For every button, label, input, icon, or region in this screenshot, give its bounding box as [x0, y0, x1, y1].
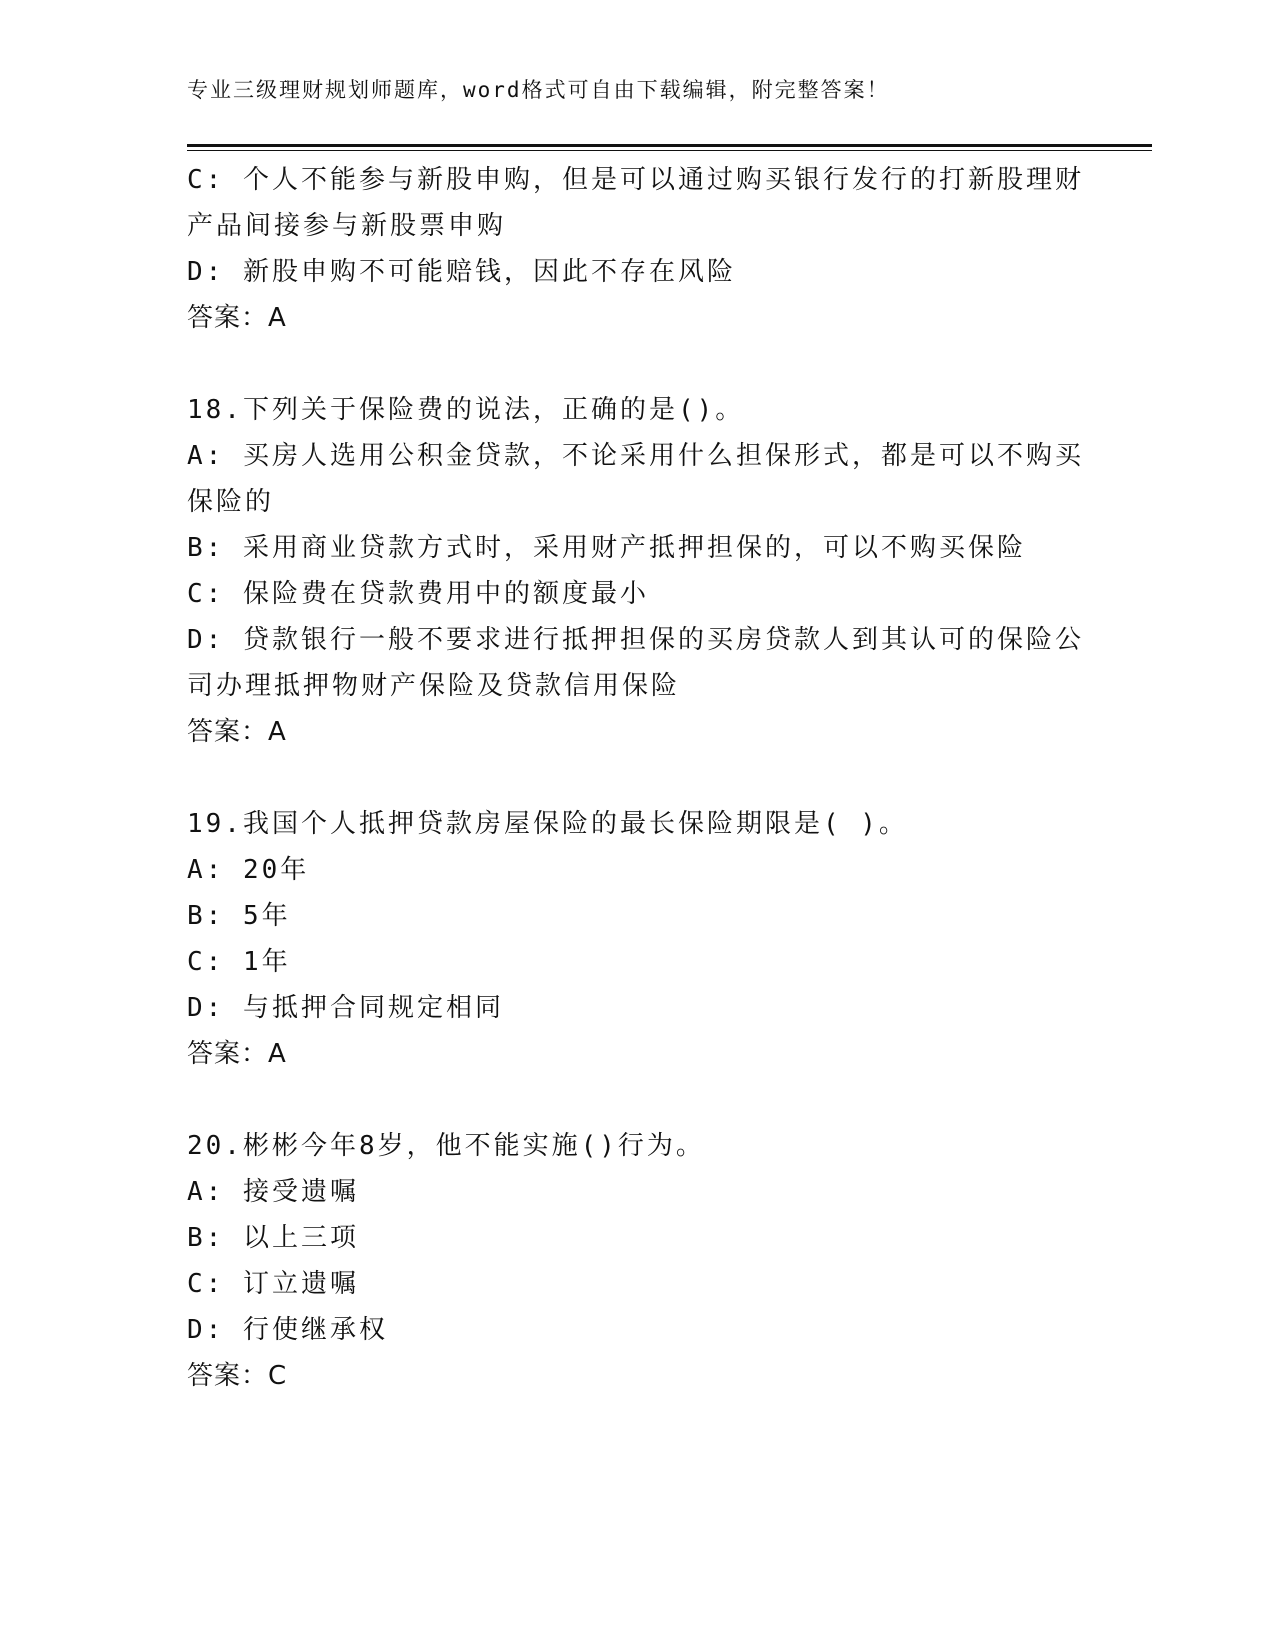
option-a: A: 接受遗嘱: [187, 1177, 359, 1207]
option-a: A: 买房人选用公积金贷款，不论采用什么担保形式，都是可以不购买: [187, 441, 1084, 471]
spacer: [187, 1077, 1087, 1123]
option-d: D: 贷款银行一般不要求进行抵押担保的买房贷款人到其认可的保险公: [187, 625, 1084, 655]
question-18: [187, 387, 1087, 755]
answer: 答案：A: [187, 1039, 287, 1069]
option-d: D: 新股申购不可能赔钱，因此不存在风险: [187, 257, 736, 287]
option-b: B: 以上三项: [187, 1223, 359, 1253]
spacer: [187, 755, 1087, 801]
question-stem: 20.彬彬今年8岁，他不能实施()行为。: [187, 1131, 705, 1161]
question-17-tail: [187, 157, 1087, 341]
option-a: A: 20年: [187, 855, 310, 885]
question-19: [187, 801, 1087, 1077]
option-c: C: 个人不能参与新股申购，但是可以通过购买银行发行的打新股理财: [187, 165, 1084, 195]
option-d: D: 与抵押合同规定相同: [187, 993, 504, 1023]
option-b: B: 采用商业贷款方式时，采用财产抵押担保的，可以不购买保险: [187, 533, 1026, 563]
header-rule-thin: [187, 150, 1152, 151]
spacer: [187, 341, 1087, 387]
option-c: C: 保险费在贷款费用中的额度最小: [187, 579, 649, 609]
option-a-continued: 保险的: [187, 487, 275, 517]
question-stem: 18.下列关于保险费的说法，正确的是()。: [187, 395, 745, 425]
option-b: B: 5年: [187, 901, 291, 931]
page-header: 专业三级理财规划师题库，word格式可自由下载编辑，附完整答案！: [187, 78, 890, 102]
answer: 答案：C: [187, 1361, 288, 1391]
option-c-continued: 产品间接参与新股票申购: [187, 211, 507, 241]
option-c: C: 1年: [187, 947, 291, 977]
option-c: C: 订立遗嘱: [187, 1269, 359, 1299]
question-content: [187, 157, 1087, 1399]
option-d-continued: 司办理抵押物财产保险及贷款信用保险: [187, 671, 681, 701]
question-stem: 19.我国个人抵押贷款房屋保险的最长保险期限是( )。: [187, 809, 908, 839]
answer: 答案：A: [187, 303, 287, 333]
header-rule-thick: [187, 144, 1152, 147]
answer: 答案：A: [187, 717, 287, 747]
option-d: D: 行使继承权: [187, 1315, 388, 1345]
question-20: [187, 1123, 1087, 1399]
